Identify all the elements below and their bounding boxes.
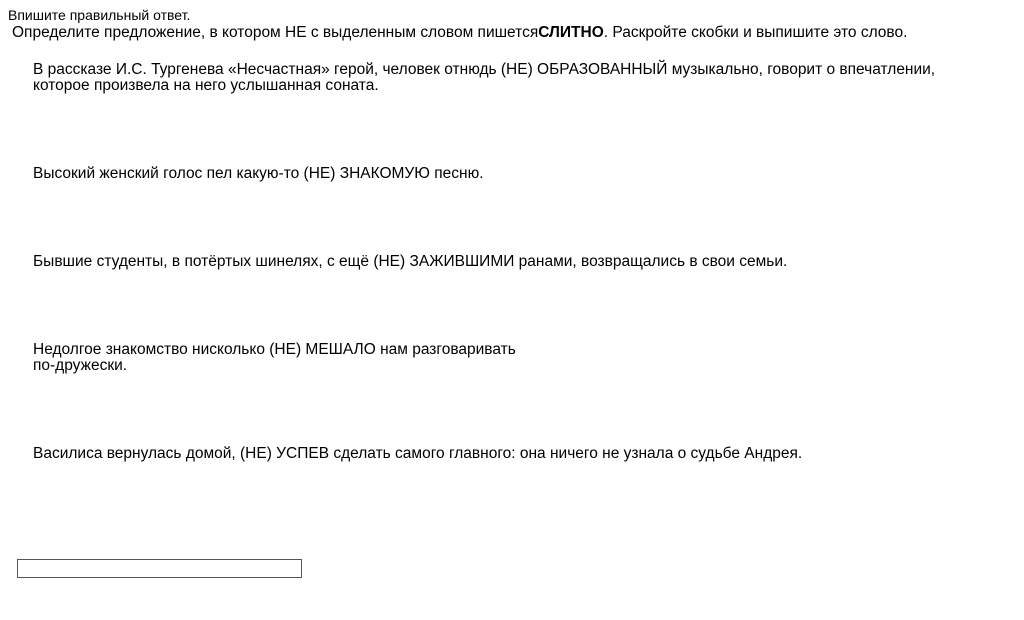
answer-input[interactable] (17, 559, 302, 578)
sentence-option-3-line-1: Бывшие студенты, в потёртых шинелях, с ещё (НЕ) ЗАЖИВШИМИ ранами, возвращались в свои семьи. (33, 253, 788, 270)
sentence-option-2-line-1: Высокий женский голос пел какую-то (НЕ) ЗНАКОМУЮ песню. (33, 165, 484, 182)
sentence-option-1-line-2: которое произвела на него услышанная соната. (33, 77, 379, 94)
sentence-option-4-line-2: по-дружески. (33, 357, 128, 374)
sentence-option-5 (33, 446, 802, 462)
task-text-before: Определите предложение, в котором НЕ с выделенным словом пишется (12, 24, 539, 41)
sentence-option-2 (33, 166, 484, 182)
sentence-option-4-line-1: Недолгое знакомство нисколько (НЕ) МЕШАЛО нам разговаривать (33, 341, 516, 358)
sentence-option-1-line-1: В рассказе И.С. Тургенева «Несчастная» герой, человек отнюдь (НЕ) ОБРАЗОВАННЫЙ музыкально, говорит о впечатлении, (33, 61, 936, 78)
sentence-option-5-line-1: Василиса вернулась домой, (НЕ) УСПЕВ сделать самого главного: она ничего не узнала о судьбе Андрея. (33, 445, 803, 462)
task-emphasis: СЛИТНО (538, 24, 604, 41)
sentence-option-3 (33, 254, 787, 270)
sentence-option-1 (33, 62, 1003, 94)
sentence-option-4 (33, 342, 563, 374)
task-text-after: . Раскройте скобки и выпишите это слово. (603, 24, 908, 41)
instruction-text: Впишите правильный ответ. (8, 7, 191, 23)
task-text (12, 24, 907, 42)
